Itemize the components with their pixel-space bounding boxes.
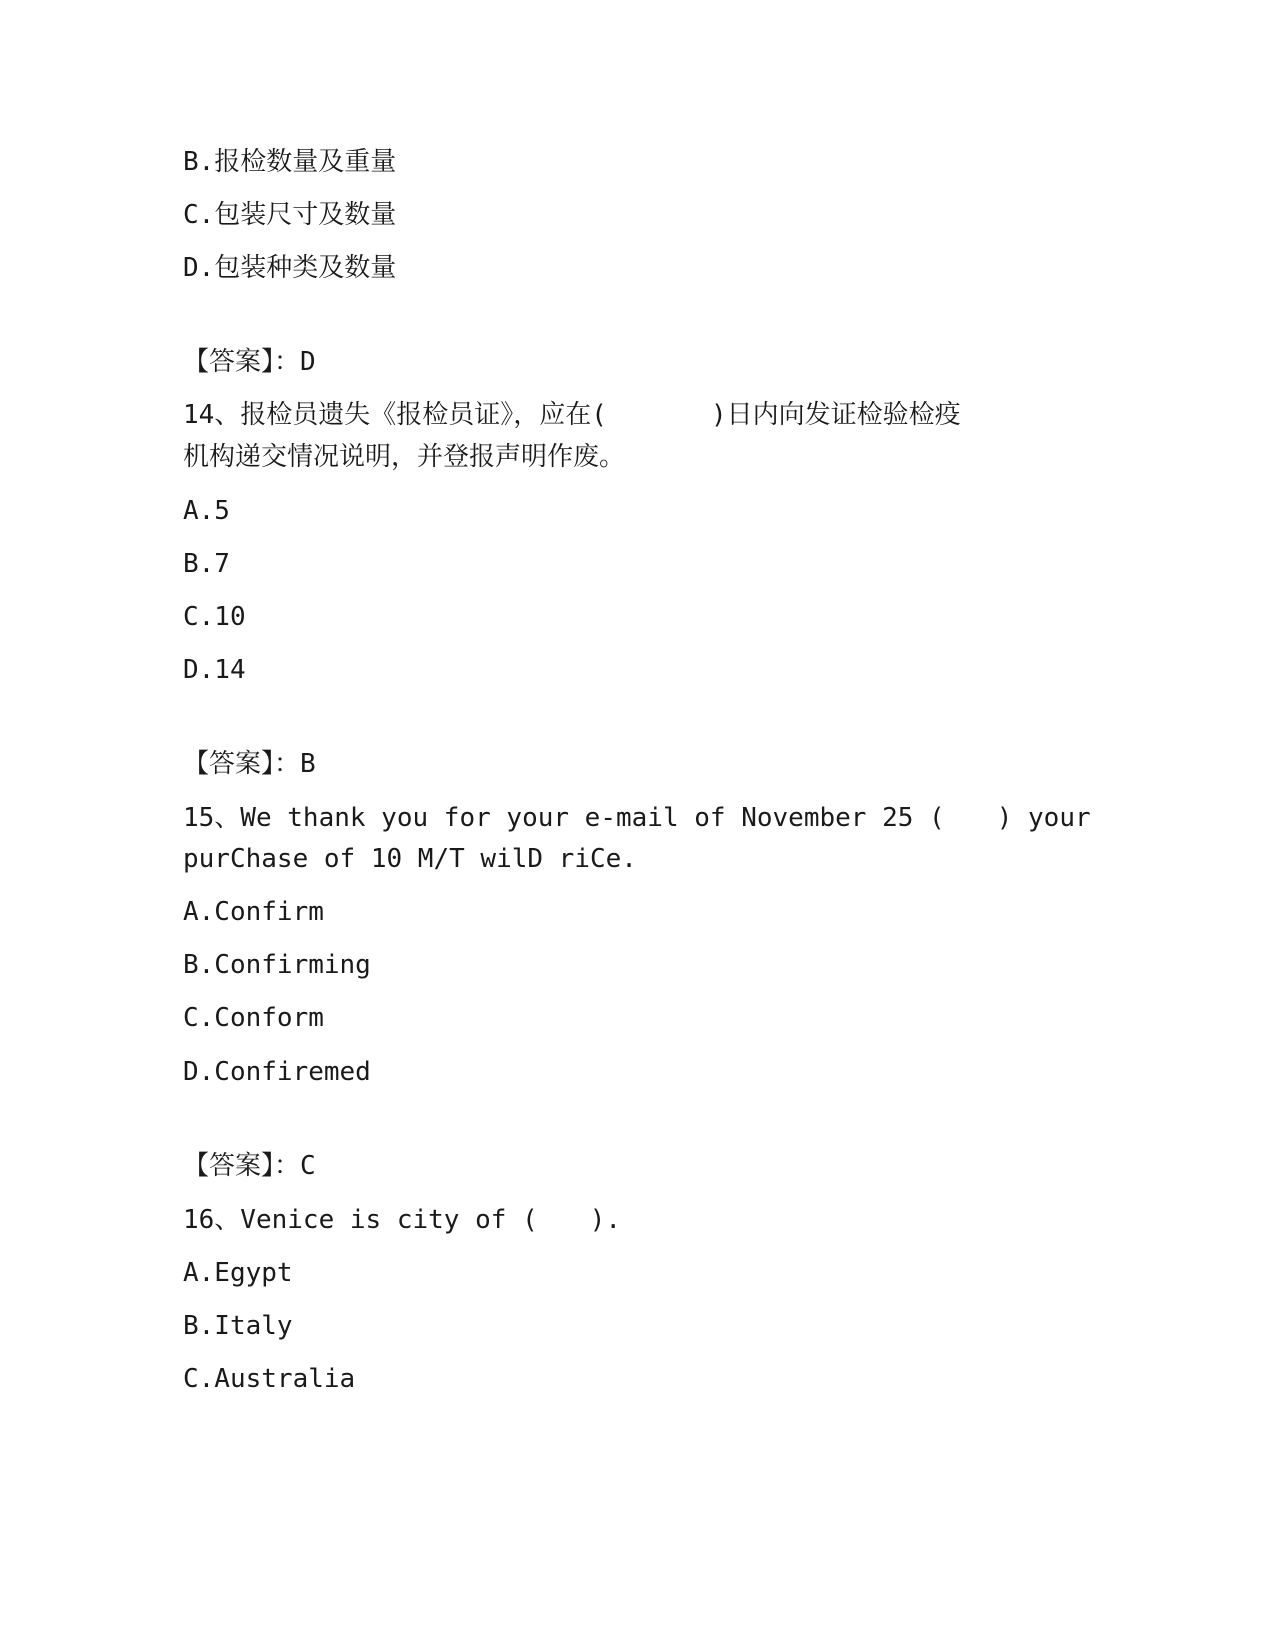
q15-question-line-2: purChase of 10 M/T wilD riCe. [183, 844, 637, 874]
q14-answer: 【答案】：B [183, 749, 316, 779]
q13-option-b: B.报检数量及重量 [183, 147, 397, 177]
q15-option-a: A.Confirm [183, 897, 324, 927]
q16-option-b: B.Italy [183, 1311, 293, 1341]
q14-option-c: C.10 [183, 602, 246, 632]
q14-option-d: D.14 [183, 655, 246, 685]
q15-option-b: B.Confirming [183, 950, 371, 980]
q14-question-line-1: 14、报检员遗失《报检员证》，应在( )日内向发证检验检疫 [183, 400, 961, 430]
q16-option-a: A.Egypt [183, 1258, 293, 1288]
q13-option-c: C.包装尺寸及数量 [183, 200, 397, 230]
q15-option-c: C.Conform [183, 1003, 324, 1033]
q13-answer: 【答案】：D [183, 347, 316, 377]
q15-question-line-1: 15、We thank you for your e-mail of November 25 ( ) your [183, 803, 1091, 833]
q14-question-line-2: 机构递交情况说明，并登报声明作废。 [183, 442, 626, 472]
q15-answer: 【答案】：C [183, 1151, 316, 1181]
q16-question-line-1: 16、Venice is city of ( ). [183, 1205, 622, 1235]
q16-option-c: C.Australia [183, 1364, 356, 1394]
q13-option-d: D.包装种类及数量 [183, 253, 397, 283]
q14-option-b: B.7 [183, 549, 230, 579]
q15-option-d: D.Confiremed [183, 1057, 371, 1087]
q14-option-a: A.5 [183, 496, 230, 526]
